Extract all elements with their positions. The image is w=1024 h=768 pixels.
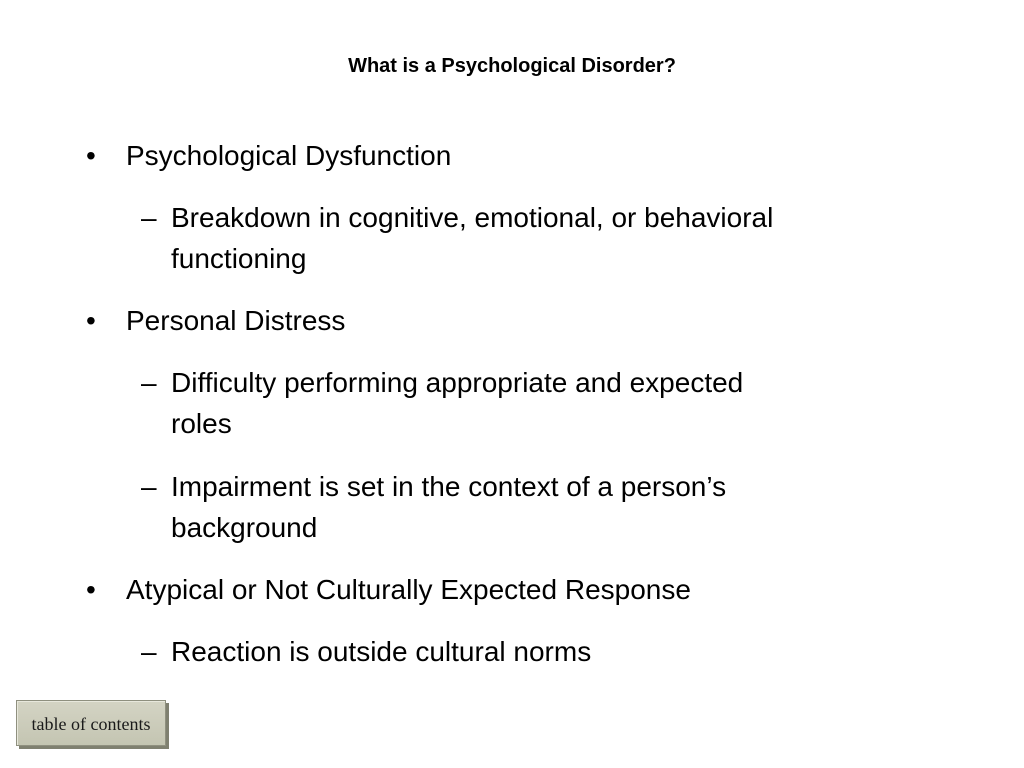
bullet-marker: • bbox=[86, 305, 96, 336]
sub-bullet-line: functioning bbox=[171, 243, 307, 274]
sub-bullet-marker: – bbox=[141, 471, 157, 502]
sub-bullet-marker: – bbox=[141, 636, 157, 667]
sub-bullet-item bbox=[141, 362, 931, 444]
bullet-item bbox=[86, 569, 906, 610]
bullet-text: Atypical or Not Culturally Expected Response bbox=[126, 574, 691, 605]
sub-bullet-line: Impairment is set in the context of a person’s bbox=[171, 471, 727, 502]
bullet-marker: • bbox=[86, 574, 96, 605]
bullet-item bbox=[86, 300, 906, 341]
sub-bullet-line: Reaction is outside cultural norms bbox=[171, 636, 592, 667]
sub-bullet-line: background bbox=[171, 512, 318, 543]
table-of-contents-button[interactable]: table of contents bbox=[16, 700, 166, 746]
sub-bullet-item bbox=[141, 631, 931, 672]
bullet-item bbox=[86, 135, 906, 176]
bullet-marker: • bbox=[86, 140, 96, 171]
sub-bullet-marker: – bbox=[141, 202, 157, 233]
sub-bullet-line: Breakdown in cognitive, emotional, or behavioral bbox=[171, 202, 774, 233]
bullet-text: Psychological Dysfunction bbox=[126, 140, 452, 171]
bullet-text: Personal Distress bbox=[126, 305, 346, 336]
sub-bullet-item bbox=[141, 466, 931, 548]
sub-bullet-item bbox=[141, 197, 931, 279]
sub-bullet-marker: – bbox=[141, 367, 157, 398]
slide-title: What is a Psychological Disorder? bbox=[348, 55, 676, 77]
sub-bullet-line: roles bbox=[171, 408, 232, 439]
sub-bullet-line: Difficulty performing appropriate and expected bbox=[171, 367, 744, 398]
